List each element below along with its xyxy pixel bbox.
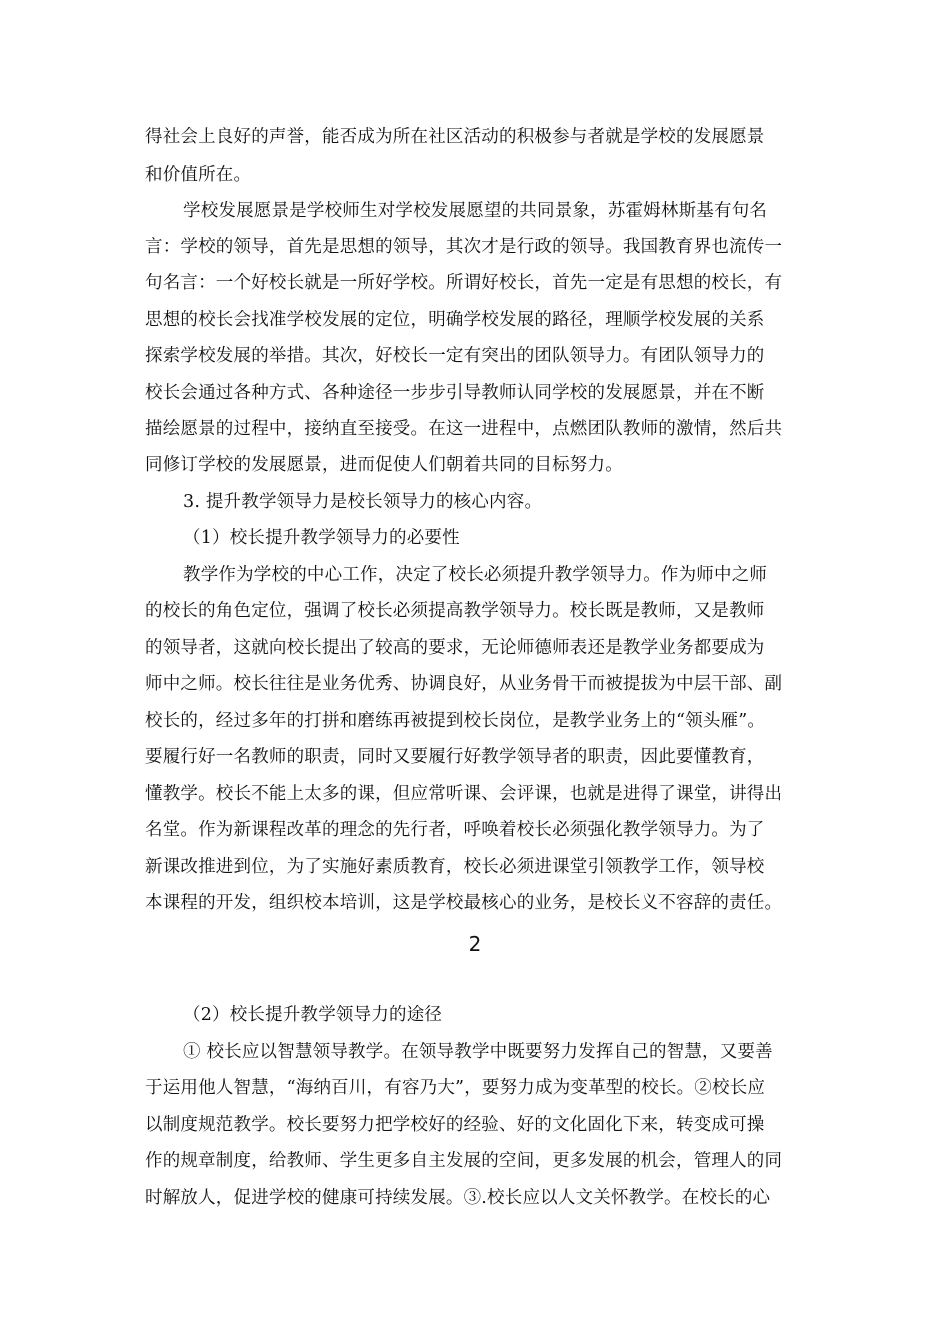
paragraph-line: 探索学校发展的举措。其次，好校长一定有突出的团队领导力。有团队领导力的 [145,346,765,366]
paragraph-line: 时解放人，促进学校的健康可持续发展。③.校长应以人文关怀教学。在校长的心 [145,1188,771,1208]
paragraph-line: 描绘愿景的过程中，接纳直至接受。在这一进程中，点燃团队教师的激情，然后共 [145,419,783,439]
page-number: 2 [468,932,482,956]
paragraph-line: 学校发展愿景是学校师生对学校发展愿望的共同景象，苏霍姆林斯基有句名 [183,201,768,221]
paragraph-line: 以制度规范教学。校长要努力把学校好的经验、好的文化固化下来，转变成可操 [145,1115,765,1135]
paragraph-line: 新课改推进到位，为了实施好素质教育，校长必须进课堂引领教学工作，领导校 [145,857,765,877]
paragraph-line: 的领导者，这就向校长提出了较高的要求，无论师德师表还是教学业务都要成为 [145,638,765,658]
paragraph-line: 要履行好一名教师的职责，同时又要履行好教学领导者的职责，因此要懂教育， [145,747,765,767]
paragraph-line: 得社会上良好的声誉，能否成为所在社区活动的积极参与者就是学校的发展愿景 [145,127,765,147]
paragraph-line: 言：学校的领导，首先是思想的领导，其次才是行政的领导。我国教育界也流传一 [145,237,783,257]
section-heading: 3. 提升教学领导力是校长领导力的核心内容。 [183,492,543,512]
subsection-heading: （1）校长提升教学领导力的必要性 [183,528,460,548]
paragraph-line: 和价值所在。 [145,165,252,185]
paragraph-line: 本课程的开发，组织校本培训，这是学校最核心的业务，是校长义不容辞的责任。 [145,893,783,913]
paragraph-line: 懂教学。校长不能上太多的课，但应常听课、会评课，也就是进得了课堂，讲得出 [145,784,783,804]
subsection-heading: （2）校长提升教学领导力的途径 [183,1005,443,1025]
paragraph-line: 教学作为学校的中心工作，决定了校长必须提升教学领导力。作为师中之师 [183,565,768,585]
paragraph-line: 校长的，经过多年的打拼和磨练再被提到校长岗位，是教学业务上的“领头雁”。 [145,711,766,731]
paragraph-line: 句名言：一个好校长就是一所好学校。所谓好校长，首先一定是有思想的校长，有 [145,273,783,293]
paragraph-line: 名堂。作为新课程改革的理念的先行者，呼唤着校长必须强化教学领导力。为了 [145,820,765,840]
paragraph-line: 于运用他人智慧，“海纳百川，有容乃大”，要努力成为变革型的校长。②校长应 [145,1078,766,1098]
paragraph-line: 作的规章制度，给教师、学生更多自主发展的空间，更多发展的机会，管理人的同 [145,1151,783,1171]
paragraph-line: 师中之师。校长往往是业务优秀、协调良好，从业务骨干而被提拔为中层干部、副 [145,674,783,694]
paragraph-line: 校长会通过各种方式、各种途径一步步引导教师认同学校的发展愿景，并在不断 [145,383,765,403]
paragraph-line: 同修订学校的发展愿景，进而促使人们朝着共同的目标努力。 [145,455,623,475]
paragraph-line: 的校长的角色定位，强调了校长必须提高教学领导力。校长既是教师，又是教师 [145,601,765,621]
paragraph-line: ① 校长应以智慧领导教学。在领导教学中既要努力发挥自己的智慧，又要善 [183,1042,773,1062]
paragraph-line: 思想的校长会找准学校发展的定位，明确学校发展的路径，理顺学校发展的关系 [145,310,765,330]
